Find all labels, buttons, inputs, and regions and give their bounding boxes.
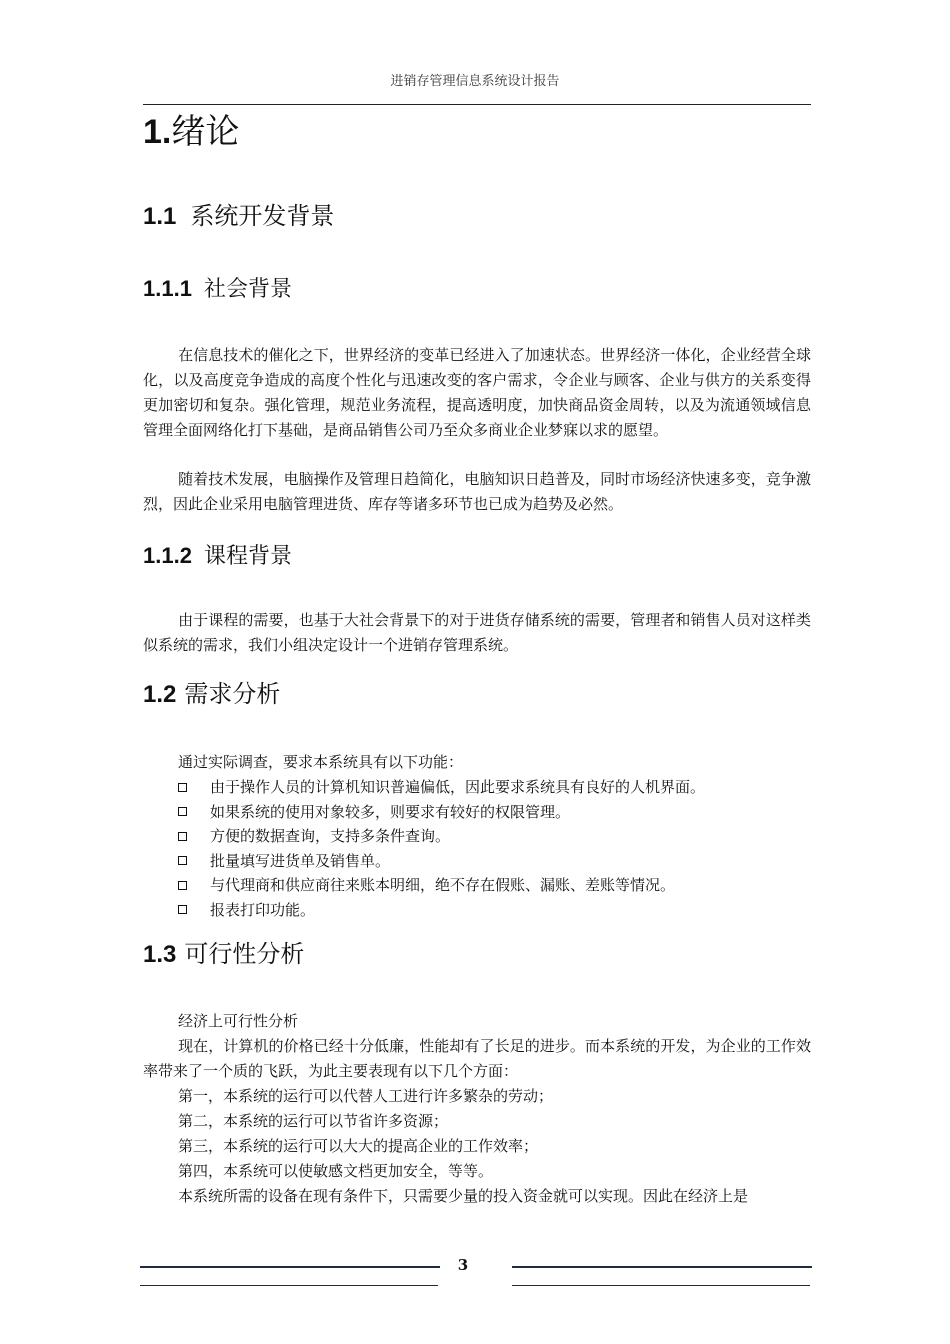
paragraph <box>143 467 811 517</box>
footer-rule-right-lower <box>512 1285 810 1286</box>
subsection-number: 1.1.2 <box>143 543 192 568</box>
section-heading-1-3 <box>143 938 304 971</box>
point-line: 第二，本系统的运行可以节省许多资源； <box>178 1112 449 1130</box>
square-bullet-icon <box>178 832 187 841</box>
running-header: 进销存管理信息系统设计报告 <box>390 74 560 89</box>
paragraph-text: 由于课程的需要，也基于大社会背景下的对于进货存储系统的需要，管理者和销售人员对这样类似系统的需求，我们小组决定设计一个进销存管理系统。 <box>143 611 811 654</box>
subsection-title: 课程背景 <box>203 544 292 569</box>
section-number: 1.2 <box>143 681 177 708</box>
list-intro: 通过实际调查，要求本系统具有以下功能： <box>178 753 464 771</box>
subsection-number: 1.1.1 <box>143 276 192 301</box>
section-title: 需求分析 <box>184 680 281 708</box>
square-bullet-icon <box>178 807 187 816</box>
paragraph-text: 现在，计算机的价格已经十分低廉，性能却有了长足的进步。而本系统的开发，为企业的工作效率带来了一个质的飞跃，为此主要表现有以下几个方面： <box>143 1037 811 1080</box>
header-rule <box>143 104 811 105</box>
paragraph <box>143 1034 811 1084</box>
paragraph-text: 在信息技术的催化之下，世界经济的变革已经进入了加速状态。世界经济一体化，企业经营全球化，以及高度竞争造成的高度个性化与迅速改变的客户需求，令企业与顾客、企业与供方的关系变得更加密切和复杂。强化管理，规范业务流程，提高透明度，加快商品资金周转，以及为流通领域信息管理全面网络化打下基础，是商品销售公司乃至众多商业企业梦寐以求的愿望。 <box>143 346 811 439</box>
list-item: 批量填写进货单及销售单。 <box>178 849 705 874</box>
square-bullet-icon <box>178 856 187 865</box>
paragraph <box>143 608 811 658</box>
point-line: 第四，本系统可以使敏感文档更加安全，等等。 <box>178 1162 494 1180</box>
list-item: 方便的数据查询，支持多条件查询。 <box>178 824 705 849</box>
subsection-heading-1-1-1 <box>143 274 292 305</box>
section-heading-1-1 <box>143 200 334 233</box>
section-title: 系统开发背景 <box>190 202 335 230</box>
requirements-list <box>178 775 705 922</box>
footer-rule-right <box>512 1266 812 1268</box>
subheading-text: 经济上可行性分析 <box>178 1012 299 1030</box>
footer-rule-left <box>140 1266 440 1268</box>
chapter-title: 绪论 <box>171 112 240 152</box>
list-item: 由于操作人员的计算机知识普遍偏低，因此要求系统具有良好的人机界面。 <box>178 775 705 800</box>
paragraph <box>143 343 811 443</box>
section-number: 1.1 <box>143 203 177 230</box>
footer-rule-left-lower <box>140 1285 438 1286</box>
point-line: 本系统所需的设备在现有条件下，只需要少量的投入资金就可以实现。因此在经济上是 <box>178 1187 749 1205</box>
square-bullet-icon <box>178 905 187 914</box>
list-item: 如果系统的使用对象较多，则要求有较好的权限管理。 <box>178 800 705 825</box>
list-item: 报表打印功能。 <box>178 898 705 923</box>
paragraph-text: 随着技术发展，电脑操作及管理日趋简化，电脑知识日趋普及，同时市场经济快速多变，竞争激烈，因此企业采用电脑管理进货、库存等诸多环节也已成为趋势及必然。 <box>143 470 811 513</box>
page-number: 3 <box>457 1256 469 1274</box>
point-line: 第一，本系统的运行可以代替人工进行许多繁杂的劳动； <box>178 1087 554 1105</box>
square-bullet-icon <box>178 881 187 890</box>
subsection-heading-1-1-2 <box>143 541 292 572</box>
point-line: 第三，本系统的运行可以大大的提高企业的工作效率； <box>178 1137 539 1155</box>
square-bullet-icon <box>178 783 187 792</box>
subsection-title: 社会背景 <box>203 277 292 302</box>
section-title: 可行性分析 <box>184 940 305 968</box>
section-number: 1.3 <box>143 941 177 968</box>
section-heading-1-2 <box>143 678 280 711</box>
chapter-heading <box>143 110 239 154</box>
chapter-number: 1. <box>143 113 172 151</box>
list-item: 与代理商和供应商往来账本明细，绝不存在假账、漏账、差账等情况。 <box>178 873 705 898</box>
